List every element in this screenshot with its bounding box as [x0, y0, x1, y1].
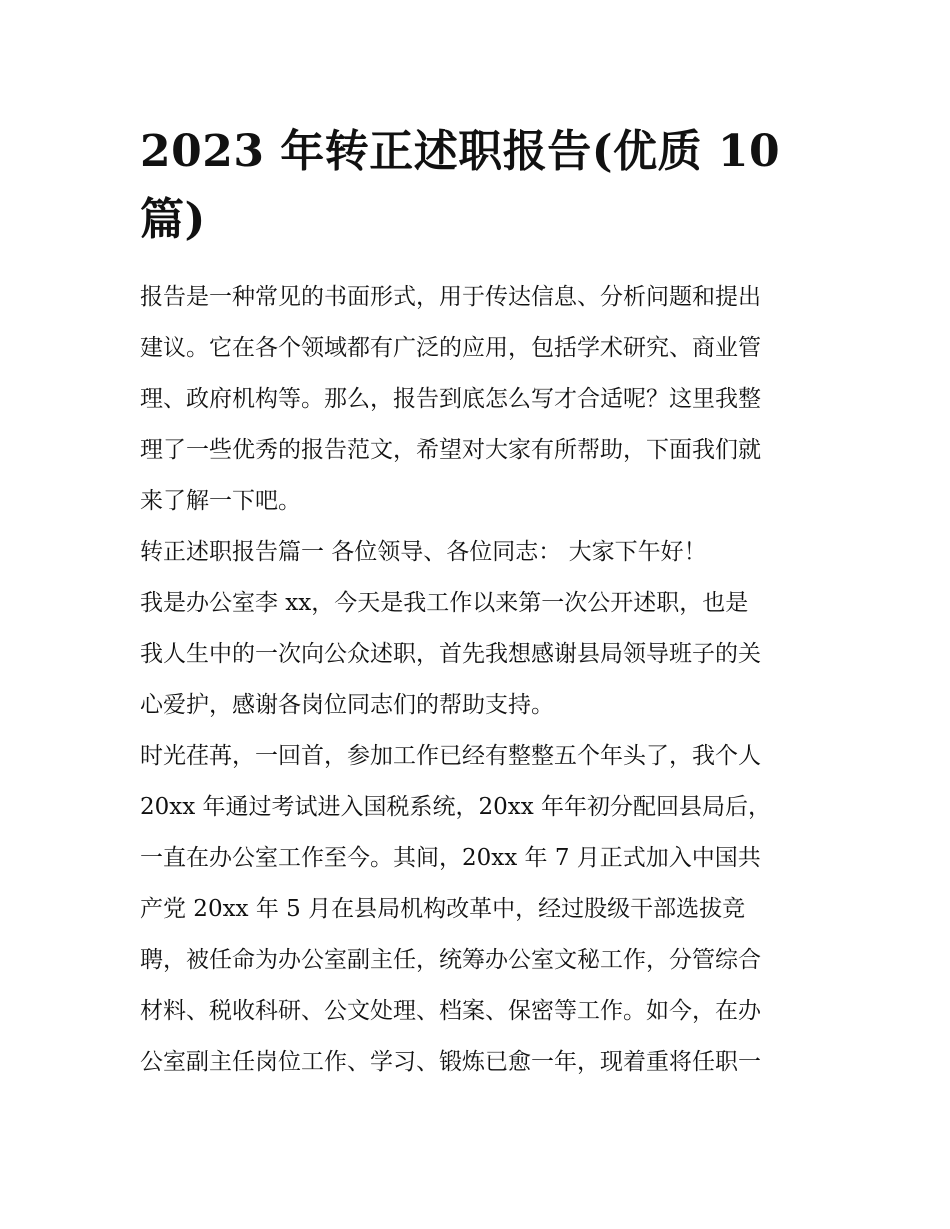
body-line-12: 一直在办公室工作至今。其间，20xx 年 7 月正式加入中国共 [140, 845, 761, 871]
body-line-2: 建议。它在各个领域都有广泛的应用，包括学术研究、商业管 [140, 335, 761, 361]
body-line-5: 来了解一下吧。 [140, 488, 301, 514]
document-content [140, 118, 812, 1088]
title-line-1: 2023 年转正述职报告(优质 10 [140, 126, 781, 177]
body-line-16: 公室副主任岗位工作、学习、锻炼已愈一年，现着重将任职一 [140, 1049, 761, 1075]
body-line-15: 材料、税收科研、公文处理、档案、保密等工作。如今，在办 [140, 998, 761, 1024]
body-line-9: 心爱护，感谢各岗位同志们的帮助支持。 [140, 692, 554, 718]
body-line-4: 理了一些优秀的报告范文，希望对大家有所帮助，下面我们就 [140, 437, 761, 463]
body-line-8: 我人生中的一次向公众述职，首先我想感谢县局领导班子的关 [140, 641, 761, 667]
body-line-14: 聘，被任命为办公室副主任，统筹办公室文秘工作，分管综合 [140, 947, 761, 973]
body-line-13: 产党 20xx 年 5 月在县局机构改革中，经过股级干部选拔竞 [140, 896, 746, 922]
document-title [140, 118, 812, 254]
body-line-3: 理、政府机构等。那么，报告到底怎么写才合适呢？这里我整 [140, 386, 761, 412]
body-line-10: 时光荏苒，一回首，参加工作已经有整整五个年头了，我个人 [140, 743, 761, 769]
body-line-7: 我是办公室李 xx，今天是我工作以来第一次公开述职，也是 [140, 590, 749, 616]
body-line-1: 报告是一种常见的书面形式，用于传达信息、分析问题和提出 [140, 284, 761, 310]
body-line-6: 转正述职报告篇一 各位领导、各位同志： 大家下午好！ [140, 539, 707, 565]
title-line-2: 篇) [140, 194, 206, 245]
body-line-11: 20xx 年通过考试进入国税系统，20xx 年年初分配回县局后， [140, 794, 772, 820]
